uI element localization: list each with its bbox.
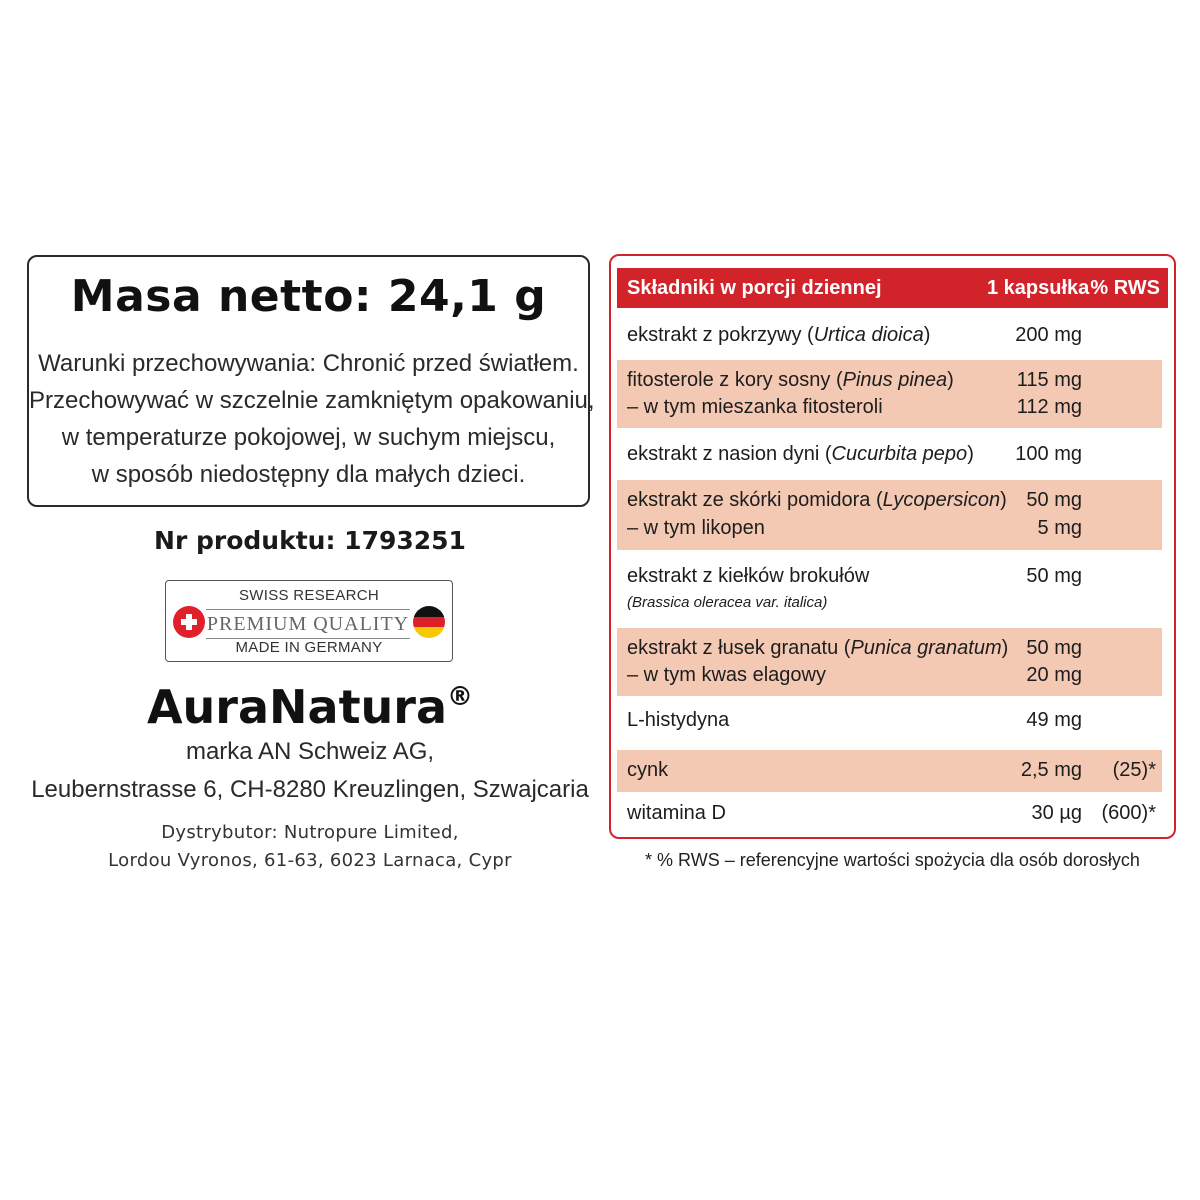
table-row — [617, 428, 1162, 480]
ingredient-name: ekstrakt ze skórki pomidora (Lycopersicon) — [627, 489, 1007, 511]
ingredient-name: ekstrakt z pokrzywy (Urtica dioica) — [627, 324, 931, 346]
table-row — [617, 750, 1162, 792]
storage-line: Przechowywać w szczelnie zamkniętym opakowaniu, — [29, 387, 595, 414]
ingredient-amount: 115 mg — [1016, 369, 1082, 391]
table-row — [617, 314, 1162, 360]
net-weight-box — [27, 255, 595, 507]
product-number: Nr produktu: 1793251 — [154, 526, 466, 555]
swiss-flag-icon — [173, 606, 205, 638]
badge-bottom-text: MADE IN GERMANY — [235, 639, 383, 656]
ingredient-subamount: 112 mg — [1016, 396, 1082, 418]
registered-mark: ® — [447, 682, 474, 712]
badge-middle-text: PREMIUM QUALITY — [206, 609, 410, 639]
ingredient-name: fitosterole z kory sosny (Pinus pinea) — [627, 369, 954, 391]
ingredient-subamount: 20 mg — [1026, 664, 1082, 686]
ingredient-subname: – w tym mieszanka fitosteroli — [627, 396, 883, 418]
ingredient-amount: 100 mg — [1015, 443, 1082, 465]
storage-line: Warunki przechowywania: Chronić przed światłem. — [38, 350, 579, 377]
ingredients-table — [609, 254, 1176, 839]
ingredient-amount: 50 mg — [1026, 637, 1082, 659]
address-line: marka AN Schweiz AG, — [185, 738, 435, 765]
ingredient-amount: 50 mg — [1026, 489, 1082, 511]
badge-top-text: SWISS RESEARCH — [238, 587, 380, 604]
german-flag-icon — [413, 606, 445, 638]
quality-badge — [165, 580, 453, 662]
rws-footnote: * % RWS – referencyjne wartości spożycia dla osób dorosłych — [645, 850, 1140, 870]
brand-name — [0, 680, 620, 734]
distributor-line: Lordou Vyronos, 61-63, 6023 Larnaca, Cypr — [108, 850, 512, 871]
ingredient-amount: 50 mg — [1026, 565, 1082, 587]
ingredient-name: ekstrakt z kiełków brokułów — [627, 565, 870, 587]
table-row — [617, 794, 1162, 834]
table-row — [617, 696, 1162, 748]
net-weight-title: Masa netto: 24,1 g — [70, 271, 547, 322]
address-line: Leubernstrasse 6, CH-8280 Kreuzlingen, Szwajcaria — [31, 776, 589, 803]
ingredient-amount: 49 mg — [1026, 709, 1082, 731]
table-row — [617, 360, 1162, 428]
ingredient-name: cynk — [627, 759, 669, 781]
table-row — [617, 550, 1162, 626]
storage-line: w temperaturze pokojowej, w suchym miejscu, — [61, 424, 556, 451]
table-row — [617, 628, 1162, 696]
distributor-line: Dystrybutor: Nutropure Limited, — [161, 822, 459, 843]
ingredient-name: witamina D — [627, 802, 726, 824]
ingredient-name: L-histydyna — [627, 709, 730, 731]
ingredient-amount: 200 mg — [1015, 324, 1082, 346]
table-row — [617, 480, 1162, 550]
ingredient-name: ekstrakt z łusek granatu (Punica granatum) — [627, 637, 1009, 659]
ingredient-rws: (25)* — [1112, 759, 1156, 781]
ingredient-latin-name: (Brassica oleracea var. italica) — [627, 594, 828, 611]
brand-text: AuraNatura — [146, 680, 448, 734]
storage-line: w sposób niedostępny dla małych dzieci. — [91, 461, 526, 488]
header-rws: % RWS — [1090, 277, 1160, 299]
ingredient-subamount: 5 mg — [1037, 517, 1082, 539]
ingredient-rws: (600)* — [1101, 802, 1156, 824]
ingredient-amount: 30 µg — [1031, 802, 1082, 824]
ingredient-amount: 2,5 mg — [1020, 759, 1082, 781]
header-ingredients: Składniki w porcji dziennej — [627, 277, 882, 299]
ingredient-name: ekstrakt z nasion dyni (Cucurbita pepo) — [627, 443, 974, 465]
header-per-capsule: 1 kapsułka — [987, 277, 1090, 299]
ingredient-subname: – w tym likopen — [627, 517, 765, 539]
storage-instructions — [29, 345, 595, 493]
table-header — [617, 268, 1168, 308]
ingredient-subname: – w tym kwas elagowy — [627, 664, 826, 686]
